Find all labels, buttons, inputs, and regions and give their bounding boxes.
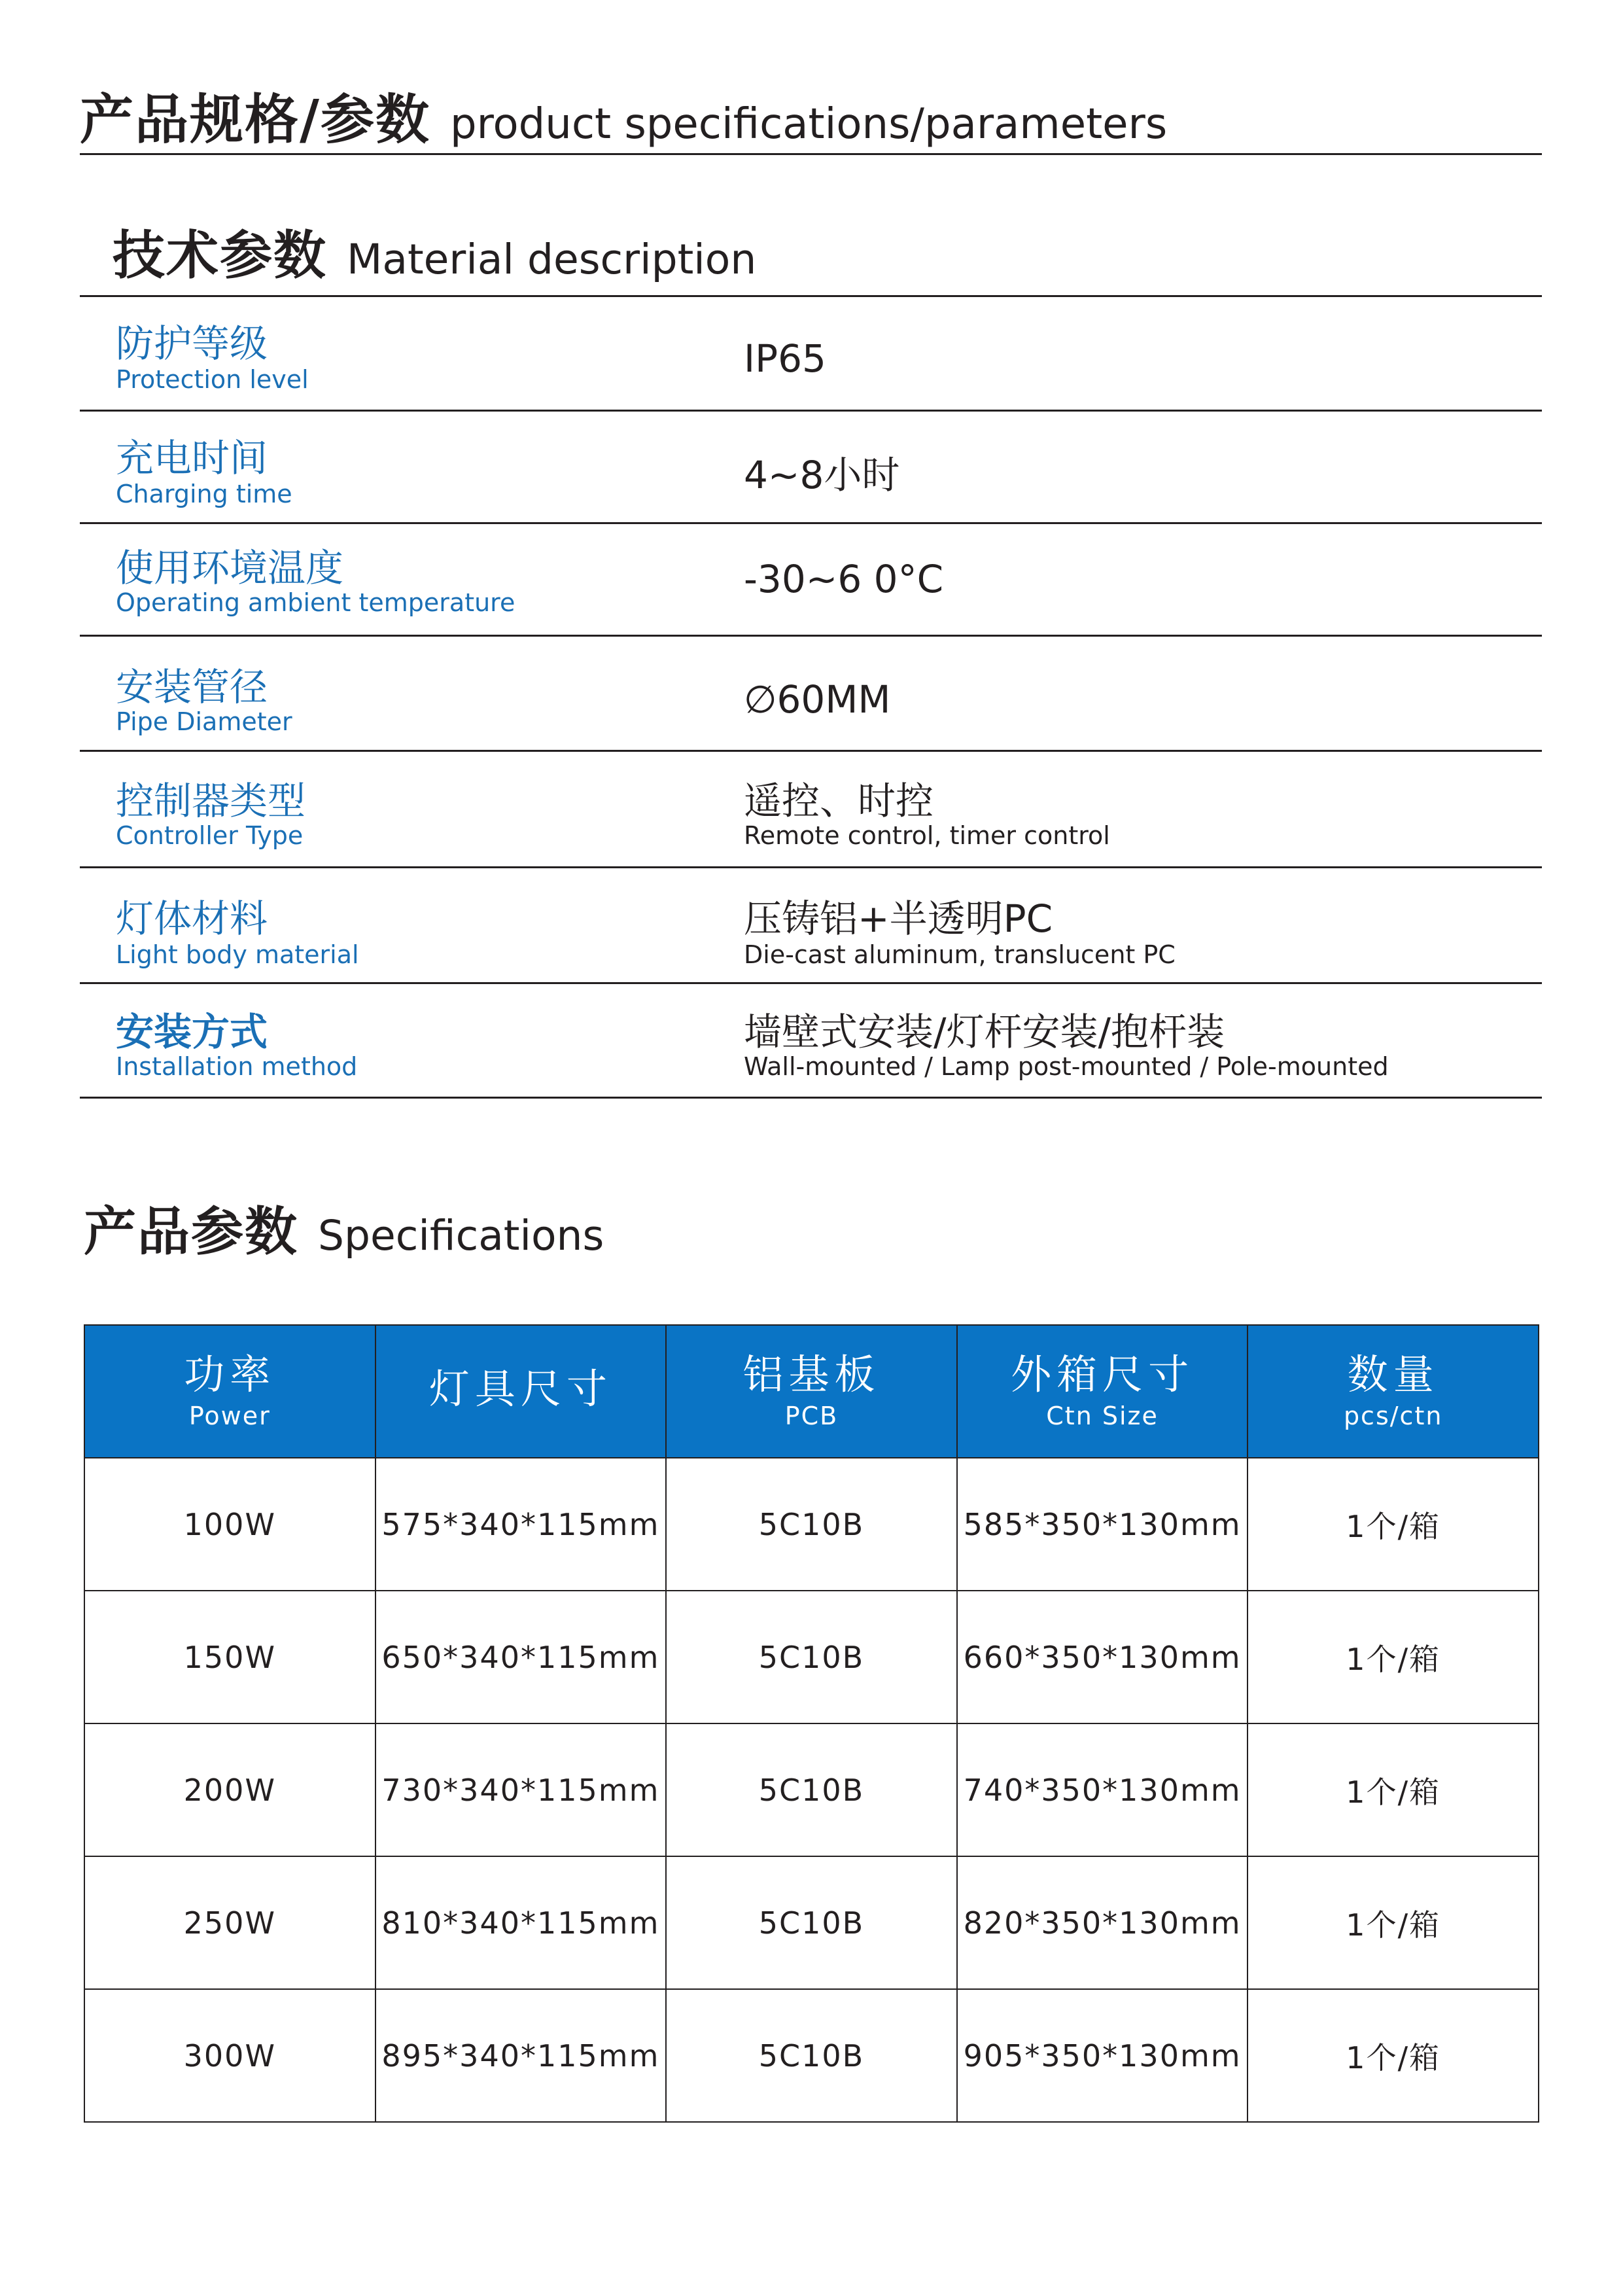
spec-label-en: Light body material [116,940,359,969]
spec-label-zh: 充电时间 [116,436,268,480]
page-title-en: product specifications/parameters [449,100,1168,149]
spec-label-zh: 安装管径 [116,665,268,709]
cell-ctn-size: 820*350*130mm [957,1856,1248,1989]
material-table-bottom-rule [80,1097,1542,1099]
cell-ctn-size: 740*350*130mm [957,1723,1248,1856]
cell-lamp-size: 650*340*115mm [375,1591,667,1723]
page-title [80,77,1167,154]
cell-pcb: 5C10B [666,1856,957,1989]
spec-label-zh: 防护等级 [116,321,268,366]
table-header-row [84,1325,1539,1458]
cell-power: 200W [84,1723,375,1856]
cell-ctn-size: 905*350*130mm [957,1989,1248,2122]
spec-value: -30~6 0°C [744,557,944,601]
col-header-en: Power [188,1401,271,1430]
material-section-title [113,213,756,289]
cell-quantity: 1个/箱 [1248,1856,1539,1989]
cell-quantity: 1个/箱 [1248,1591,1539,1723]
spec-value-en: Remote control, timer control [744,821,1110,850]
col-header-zh: 数量 [1347,1351,1439,1399]
col-header-en: pcs/ctn [1343,1401,1443,1430]
spec-value-en: Die-cast aluminum, translucent PC [744,940,1176,969]
cell-pcb: 5C10B [666,1989,957,2122]
cell-lamp-size: 575*340*115mm [375,1458,667,1591]
title-divider [80,153,1542,155]
spec-label-en: Operating ambient temperature [116,588,515,617]
spec-section-title [84,1190,604,1265]
table-row [84,1856,1539,1989]
spec-value: 墙壁式安装/灯杆安装/抱杆装 [744,1010,1225,1054]
cell-lamp-size: 895*340*115mm [375,1989,667,2122]
spec-row-pipe-diameter [80,637,1542,751]
spec-label-en: Pipe Diameter [116,707,292,736]
material-section-title-en: Material description [347,236,757,283]
spec-label-zh: 灯体材料 [116,896,268,941]
col-header-en: PCB [784,1401,839,1430]
cell-quantity: 1个/箱 [1248,1989,1539,2122]
cell-quantity: 1个/箱 [1248,1458,1539,1591]
page-title-zh: 产品规格/参数 [80,89,430,151]
cell-pcb: 5C10B [666,1723,957,1856]
spec-row-installation-method [80,984,1542,1098]
spec-value: IP65 [744,336,826,381]
spec-section-title-zh: 产品参数 [84,1201,298,1262]
cell-ctn-size: 660*350*130mm [957,1591,1248,1723]
cell-power: 100W [84,1458,375,1591]
cell-lamp-size: 810*340*115mm [375,1856,667,1989]
spec-label-en: Protection level [116,365,309,394]
spec-value: ∅60MM [744,677,891,722]
col-header-pcb [666,1325,957,1458]
col-header-zh: 铝基板 [742,1351,881,1399]
col-header-power [84,1325,375,1458]
spec-row-controller-type [80,752,1542,866]
cell-lamp-size: 730*340*115mm [375,1723,667,1856]
col-header-lamp-size [375,1325,667,1458]
col-header-zh: 功率 [184,1351,276,1399]
spec-label-zh: 控制器类型 [116,779,306,823]
cell-quantity: 1个/箱 [1248,1723,1539,1856]
spec-row-protection-level [80,297,1542,411]
cell-pcb: 5C10B [666,1458,957,1591]
spec-label-zh: 使用环境温度 [116,546,344,590]
cell-power: 300W [84,1989,375,2122]
table-row [84,1723,1539,1856]
spec-value: 4~8小时 [744,453,900,497]
table-row [84,1458,1539,1591]
table-row [84,1989,1539,2122]
col-header-quantity [1248,1325,1539,1458]
cell-power: 250W [84,1856,375,1989]
cell-pcb: 5C10B [666,1591,957,1723]
spec-row-light-body-material [80,868,1542,982]
specifications-table [84,1324,1539,2123]
spec-value: 压铸铝+半透明PC [744,896,1053,941]
material-section-title-zh: 技术参数 [113,225,327,286]
col-header-ctn-size [957,1325,1248,1458]
col-header-zh: 灯具尺寸 [428,1365,612,1413]
spec-row-charging-time [80,412,1542,525]
col-header-en: Ctn Size [1046,1401,1159,1430]
spec-label-zh: 安装方式 [116,1010,268,1054]
spec-label-en: Charging time [116,480,292,508]
col-header-zh: 外箱尺寸 [1011,1351,1195,1399]
table-row [84,1591,1539,1723]
spec-label-en: Installation method [116,1052,358,1081]
cell-ctn-size: 585*350*130mm [957,1458,1248,1591]
spec-value: 遥控、时控 [744,779,934,823]
spec-label-en: Controller Type [116,821,304,850]
cell-power: 150W [84,1591,375,1723]
spec-row-operating-temperature [80,524,1542,638]
spec-value-en: Wall-mounted / Lamp post-mounted / Pole-mounted [744,1052,1389,1081]
spec-section-title-en: Specifications [318,1212,604,1260]
